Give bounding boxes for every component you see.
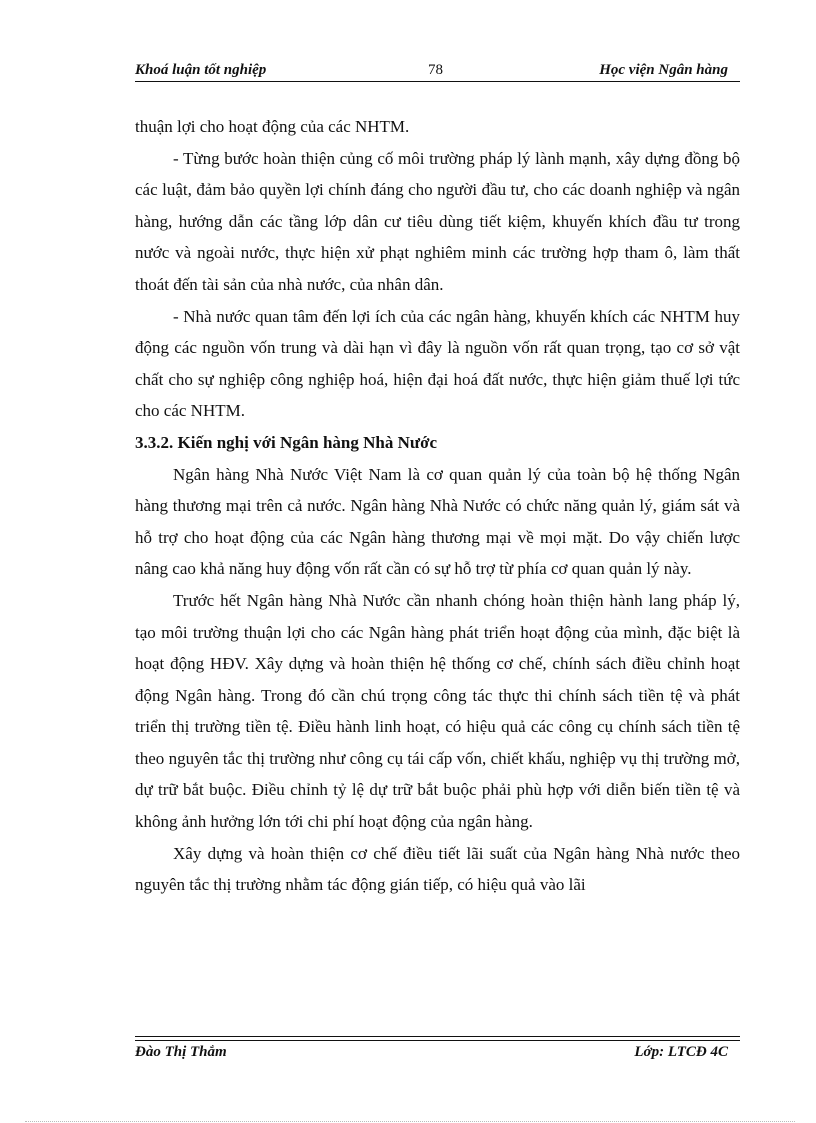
footer-author: Đào Thị Thắm (135, 1044, 227, 1060)
footer-class: Lớp: LTCĐ 4C (634, 1044, 728, 1060)
page-number: 78 (428, 62, 443, 78)
footer-rule-bottom (135, 1040, 740, 1041)
header-rule (135, 81, 740, 82)
header-thesis-title: Khoá luận tốt nghiệp (135, 62, 267, 78)
paragraph: Xây dựng và hoàn thiện cơ chế điều tiết lãi suất của Ngân hàng Nhà nước theo nguyên tắc thị trường nhằm tác động gián tiếp, có hiệu quả vào lãi (135, 843, 740, 895)
header-institution: Học viện Ngân hàng (599, 62, 728, 78)
paragraph: Ngân hàng Nhà Nước Việt Nam là cơ quan quản lý của toàn bộ hệ thống Ngân hàng thương mại trên cả nước. Ngân hàng Nhà Nước có chức năng quản lý, giám sát và hỗ trợ cho hoạt động của các Ngân hàng thương mại về mọi mặt. Do vậy chiến lược nâng cao khả năng huy động vốn rất cần có sự hỗ trợ từ phía cơ quan quản lý này. (135, 464, 740, 579)
paragraph: thuận lợi cho hoạt động của các NHTM. (135, 117, 410, 136)
footer-rule-top (135, 1036, 740, 1037)
page-bottom-dotted-line (25, 1121, 795, 1122)
paragraph: Trước hết Ngân hàng Nhà Nước cần nhanh chóng hoàn thiện hành lang pháp lý, tạo môi trường thuận lợi cho các Ngân hàng phát triển hoạt động của mình, đặc biệt là hoạt động HĐV. Xây dựng và hoàn thiện hệ thống cơ chế, chính sách điều chỉnh hoạt động Ngân hàng. Trong đó cần chú trọng công tác thực thi chính sách tiền tệ và phát triển thị trường tiền tệ. Điều hành linh hoạt, có hiệu quả các công cụ chính sách tiền tệ theo nguyên tắc thị trường như công cụ tái cấp vốn, chiết khấu, nghiệp vụ thị trường mở, dự trữ bắt buộc. Điều chỉnh tỷ lệ dự trữ bắt buộc phải phù hợp với diễn biến tiền tệ và không ảnh hưởng lớn tới chi phí hoạt động của ngân hàng. (135, 590, 740, 832)
paragraph: - Nhà nước quan tâm đến lợi ích của các ngân hàng, khuyến khích các NHTM huy động các nguồn vốn trung và dài hạn vì đây là nguồn vốn rất quan trọng, tạo cơ sở vật chất cho sự nghiệp công nghiệp hoá, hiện đại hoá đất nước, thực hiện giảm thuế lợi tức cho các NHTM. (135, 306, 740, 421)
paragraph: - Từng bước hoàn thiện củng cố môi trường pháp lý lành mạnh, xây dựng đồng bộ các luật, đảm bảo quyền lợi chính đáng cho người đầu tư, cho các doanh nghiệp và ngân hàng, hướng dẫn các tầng lớp dân cư tiêu dùng tiết kiệm, khuyến khích đầu tư trong nước và ngoài nước, thực hiện xử phạt nghiêm minh các trường hợp tham ô, làm thất thoát đến tài sản của nhà nước, của nhân dân. (135, 148, 740, 294)
page-footer (135, 1044, 740, 1066)
document-body (135, 111, 740, 901)
section-heading: 3.3.2. Kiến nghị với Ngân hàng Nhà Nước (135, 432, 438, 452)
